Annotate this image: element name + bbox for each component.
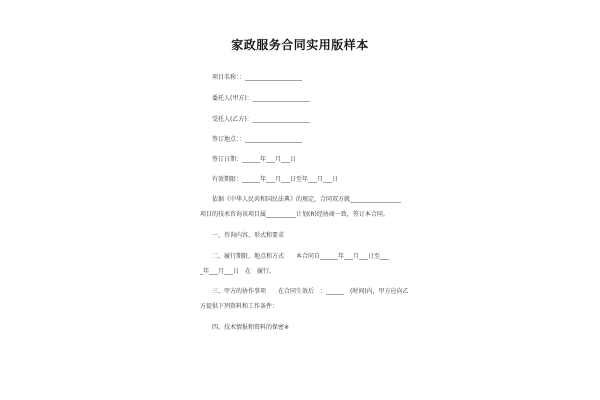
document-title: 家政服务合同实用版样本: [231, 38, 369, 52]
field-validity-period: 有效期限：______年___月___日至年___月___日: [212, 176, 339, 183]
field-contractor: 受托人(乙方)：___________________: [212, 116, 310, 123]
section-3-text-cont: 方提供下列资料和工作条件：: [200, 303, 279, 310]
field-client: 委托人(甲方)：___________________: [212, 95, 310, 102]
section-2-text: 二、履行期限、地点和方式 本合同自______年___月___日至___: [212, 253, 390, 260]
field-signing-date: 签订日期：______年___月___日: [212, 156, 297, 163]
field-signing-place: 签订地点：：___________________: [212, 136, 303, 143]
field-project-name: 项目名称：：___________________: [212, 74, 303, 81]
section-2-text-cont: _年___月___日 在 履行。: [200, 268, 276, 275]
section-3-text: 三、甲方的协作事项 在合同生效后 ：______ (时间)内，甲方应向乙: [212, 288, 409, 295]
paragraph-basis: 依据《中华人民共和国民法典》的规定，合同双方就_________________: [212, 196, 402, 203]
paragraph-basis-cont: 项目的技术咨询该项目属__________计划(R)经协商一致，签订本合同。: [200, 211, 389, 218]
section-1-heading: 一、咨询内容、形式和要求: [212, 232, 285, 239]
section-4-heading: 四、技术情报和资料的保密※: [212, 324, 290, 331]
